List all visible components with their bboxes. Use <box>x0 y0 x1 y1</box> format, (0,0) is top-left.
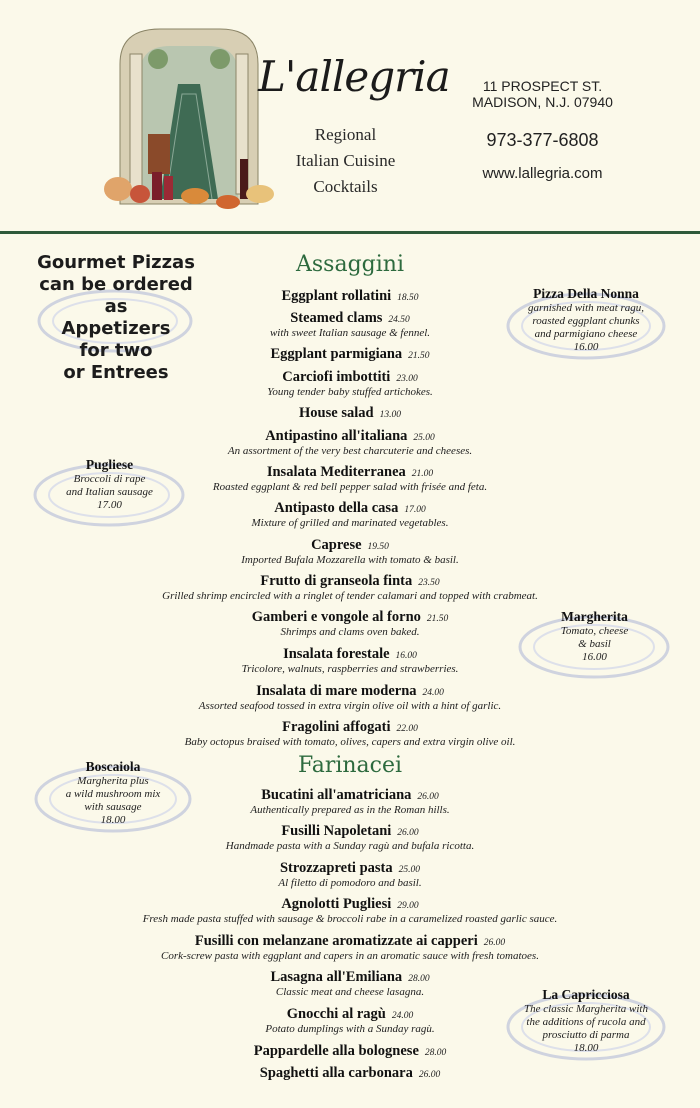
menu-item <box>80 857 620 890</box>
website-link[interactable]: www.lallegria.com <box>482 165 603 182</box>
item-price: 28.00 <box>424 1048 447 1058</box>
item-description: An assortment of the very best charcuterie and cheeses. <box>227 445 473 457</box>
pizza-callout <box>32 457 187 525</box>
item-description: Young tender baby stuffed artichokes. <box>267 386 433 398</box>
pizza-callout <box>517 609 672 677</box>
item-name: Steamed clams <box>290 310 383 326</box>
item-description: Al filetto di pomodoro and basil. <box>278 877 422 889</box>
pizza-description: with sausage <box>84 801 142 813</box>
item-name: Frutto di granseola finta <box>260 573 413 589</box>
item-description: Potato dumplings with a Sunday ragù. <box>265 1023 435 1035</box>
item-name: Pappardelle alla bolognese <box>253 1043 419 1059</box>
pizza-description: a wild mushroom mix <box>65 788 161 800</box>
section-title-assaggini: Assaggini <box>296 252 404 277</box>
pizza-price: 16.00 <box>573 341 599 353</box>
item-description: Assorted seafood tossed in extra virgin olive oil with a hint of garlic. <box>198 700 502 712</box>
pizza-description: The classic Margherita with <box>524 1003 648 1015</box>
tagline-line: Cocktails <box>313 177 378 196</box>
item-name: Insalata Mediterranea <box>266 464 406 480</box>
item-price: 29.00 <box>397 901 419 911</box>
tagline <box>278 122 413 200</box>
restaurant-logo: L'allegria <box>258 52 450 101</box>
item-name: Antipastino all'italiana <box>265 428 408 444</box>
pizza-name: Margherita <box>561 609 628 624</box>
item-description: with sweet Italian sausage & fennel. <box>269 327 431 339</box>
item-price: 24.50 <box>388 315 410 325</box>
address-line-2: MADISON, N.J. 07940 <box>472 94 613 110</box>
item-price: 16.00 <box>395 651 417 661</box>
item-description: Mixture of grilled and marinated vegetables. <box>251 517 449 529</box>
pizza-callout <box>505 286 667 361</box>
menu-item <box>80 680 620 713</box>
item-price: 18.50 <box>397 293 419 303</box>
menu-item <box>80 366 620 399</box>
pizza-price: 18.00 <box>100 814 126 826</box>
pizza-description: and Italian sausage <box>66 486 153 498</box>
pizza-name: Boscaiola <box>85 759 141 774</box>
item-price: 23.50 <box>418 578 440 588</box>
item-description: Roasted eggplant & red bell pepper salad with frisée and feta. <box>212 481 488 493</box>
pizza-callout <box>33 759 193 834</box>
item-name: Eggplant parmigiana <box>270 346 403 362</box>
pizza-description: Broccoli di rape <box>73 473 146 485</box>
item-name: Caprese <box>311 537 362 553</box>
section-title-farinacei: Farinacei <box>297 753 403 778</box>
item-description: Cork-screw pasta with eggplant and capers in an aromatic sauce with fresh tomatoes. <box>161 950 539 962</box>
item-name: Lasagna all'Emiliana <box>270 969 403 985</box>
item-price: 21.50 <box>408 351 430 361</box>
item-price: 26.00 <box>418 1070 441 1080</box>
pizza-name: Pizza Della Nonna <box>533 286 639 301</box>
pizza-description: roasted eggplant chunks <box>532 315 640 327</box>
tagline-line: Regional <box>314 125 377 144</box>
item-name: Fusilli con melanzane aromatizzate ai capperi <box>194 933 478 949</box>
menu-item <box>80 425 620 458</box>
item-name: Spaghetti alla carbonara <box>259 1065 413 1081</box>
item-description: Classic meat and cheese lasagna. <box>275 986 425 998</box>
item-description: Grilled shrimp encircled with a ringlet of tender calamari and topped with crabmeat. <box>162 590 538 602</box>
contact-info <box>455 78 630 182</box>
item-price: 26.00 <box>417 792 439 802</box>
pizza-description: prosciutto di parma <box>542 1029 630 1041</box>
item-name: Carciofi imbottiti <box>282 369 391 385</box>
item-name: Insalata di mare moderna <box>256 683 417 699</box>
item-name: Eggplant rollatini <box>281 288 392 304</box>
item-name: Antipasto della casa <box>274 500 399 516</box>
menu-item <box>80 534 620 567</box>
item-price: 25.00 <box>398 865 420 875</box>
menu-header <box>0 0 700 232</box>
menu-item <box>40 930 660 963</box>
item-description: Shrimps and clams oven baked. <box>280 626 420 638</box>
menu-item <box>40 893 660 926</box>
item-description: Tricolore, walnuts, raspberries and strawberries. <box>241 663 459 675</box>
address-line-1: 11 PROSPECT ST. <box>482 78 603 94</box>
pizza-price: 16.00 <box>582 651 607 663</box>
note-line: Gourmet Pizzas <box>37 252 195 273</box>
item-description: Baby octopus braised with tomato, olives, capers and extra virgin olive oil. <box>184 736 516 748</box>
item-price: 13.00 <box>379 410 401 420</box>
pizza-description: garnished with meat ragu, <box>527 302 645 314</box>
item-price: 26.00 <box>483 938 506 948</box>
item-price: 26.00 <box>397 828 419 838</box>
item-description: Handmade pasta with a Sunday ragù and bufala ricotta. <box>225 840 475 852</box>
item-price: 19.50 <box>367 542 389 552</box>
menu-item <box>80 1062 620 1082</box>
menu-item <box>80 402 620 422</box>
pizza-callout <box>505 987 667 1062</box>
pizza-price: 17.00 <box>97 499 122 511</box>
item-price: 21.50 <box>426 614 449 624</box>
pizza-description: & basil <box>578 638 611 650</box>
item-name: Fusilli Napoletani <box>281 823 392 839</box>
item-price: 28.00 <box>408 974 430 984</box>
item-price: 24.00 <box>422 688 444 698</box>
pizza-description: and parmigiano cheese <box>534 328 638 340</box>
pizza-description: the additions of rucola and <box>526 1016 646 1028</box>
tagline-line: Italian Cuisine <box>295 151 396 170</box>
item-name: Gnocchi al ragù <box>286 1006 386 1022</box>
menu-item <box>80 716 620 749</box>
pizza-description: Tomato, cheese <box>560 625 629 637</box>
item-price: 22.00 <box>396 724 418 734</box>
note-line: for two <box>79 340 153 361</box>
item-price: 17.00 <box>404 505 426 515</box>
phone-number[interactable]: 973-377-6808 <box>486 130 599 150</box>
item-name: Agnolotti Pugliesi <box>281 896 392 912</box>
pizza-name: Pugliese <box>85 457 134 472</box>
note-line: Appetizers <box>61 318 171 339</box>
item-name: Strozzapreti pasta <box>279 860 393 876</box>
item-name: House salad <box>299 405 374 421</box>
note-line: can be ordered as <box>39 274 193 317</box>
item-price: 23.00 <box>396 374 418 384</box>
item-price: 25.00 <box>413 433 435 443</box>
courtyard-illustration <box>100 24 278 214</box>
pizza-name: La Capricciosa <box>542 987 630 1002</box>
header-divider <box>0 231 700 234</box>
item-description: Fresh made pasta stuffed with sausage & broccoli rabe in a caramelized roasted garlic sauce. <box>142 913 558 925</box>
item-name: Gamberi e vongole al forno <box>251 609 421 625</box>
item-description: Imported Bufala Mozzarella with tomato & basil. <box>241 554 459 566</box>
item-name: Fragolini affogati <box>282 719 391 735</box>
item-price: 24.00 <box>391 1011 414 1021</box>
note-line: or Entrees <box>63 362 169 383</box>
item-name: Insalata forestale <box>283 646 390 662</box>
pizza-price: 18.00 <box>573 1042 599 1054</box>
pizza-description: Margherita plus <box>77 775 149 787</box>
item-price: 21.00 <box>411 469 434 479</box>
item-description: Authentically prepared as in the Roman hills. <box>250 804 450 816</box>
item-name: Bucatini all'amatriciana <box>261 787 412 803</box>
menu-item <box>40 570 660 603</box>
